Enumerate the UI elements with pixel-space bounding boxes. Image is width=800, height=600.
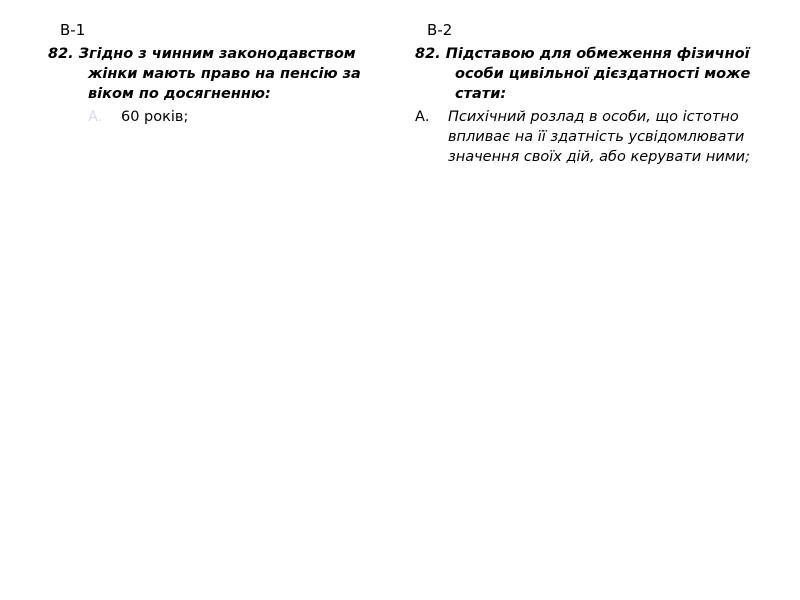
question-text: 82. Згідно з чинним законодавством жінки мають право на пенсію за віком по досягненню:	[48, 46, 361, 102]
answer-letter: А.	[88, 109, 103, 125]
answer-option	[415, 107, 760, 167]
variant-1-column	[48, 20, 398, 127]
answer-letter: А.	[415, 109, 430, 125]
question-text: 82. Підставою для обмеження фізичної особи цивільної дієздатності може стати:	[415, 46, 751, 102]
answer-text: 60 років;	[121, 109, 189, 125]
answer-option	[88, 107, 398, 127]
variant-2-column	[415, 20, 760, 167]
variant-label: В-1	[60, 21, 86, 39]
answer-text: Психічний розлад в особи, що істотно впливає на її здатність усвідомлювати значення своїх дій, або керувати ними;	[448, 109, 750, 165]
variant-label: В-2	[427, 21, 453, 39]
